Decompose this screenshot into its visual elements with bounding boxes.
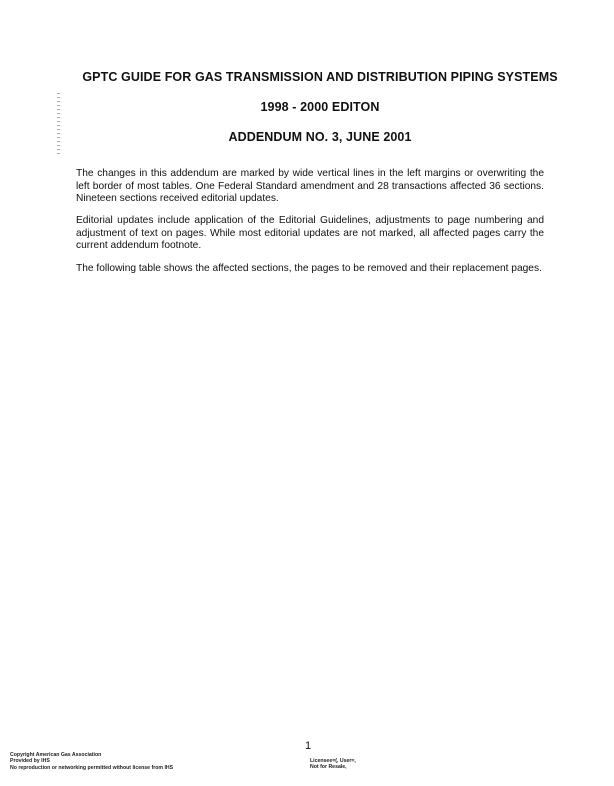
footer-copyright: [10, 752, 173, 771]
paragraph-editorial-updates: Editorial updates include application of the Editorial Guidelines, adjustments to page numbering and adjustment of text on pages. While most editorial updates are not marked, all affected pages carry the current addendum footnote.: [76, 215, 544, 252]
addendum-heading: ADDENDUM NO. 3, JUNE 2001: [228, 130, 412, 144]
page-number: 1: [305, 740, 312, 752]
footer-provider-line: Provided by IHS: [10, 758, 50, 765]
footer-reproduction-line: No reproduction or networking permitted without license from IHS: [10, 764, 174, 771]
footer-licensee-line: Licensee=(, User=,: [310, 758, 356, 764]
document-title: GPTC GUIDE FOR GAS TRANSMISSION AND DISTRIBUTION PIPING SYSTEMS: [82, 70, 558, 84]
paragraph-changes: The changes in this addendum are marked by wide vertical lines in the left margins or overwriting the left border of most tables. One Federal Standard amendment and 28 transactions affected 36 sections. Nineteen sections received editorial updates.: [76, 168, 544, 205]
footer-resale-line: Not for Resale,: [310, 764, 347, 771]
edition-heading: 1998 - 2000 EDITON: [260, 100, 380, 114]
paragraph-table-intro: The following table shows the affected sections, the pages to be removed and their replacement pages.: [76, 263, 542, 274]
footer-license: [310, 758, 356, 771]
footer-copyright-line: Copyright American Gas Association: [10, 752, 102, 758]
